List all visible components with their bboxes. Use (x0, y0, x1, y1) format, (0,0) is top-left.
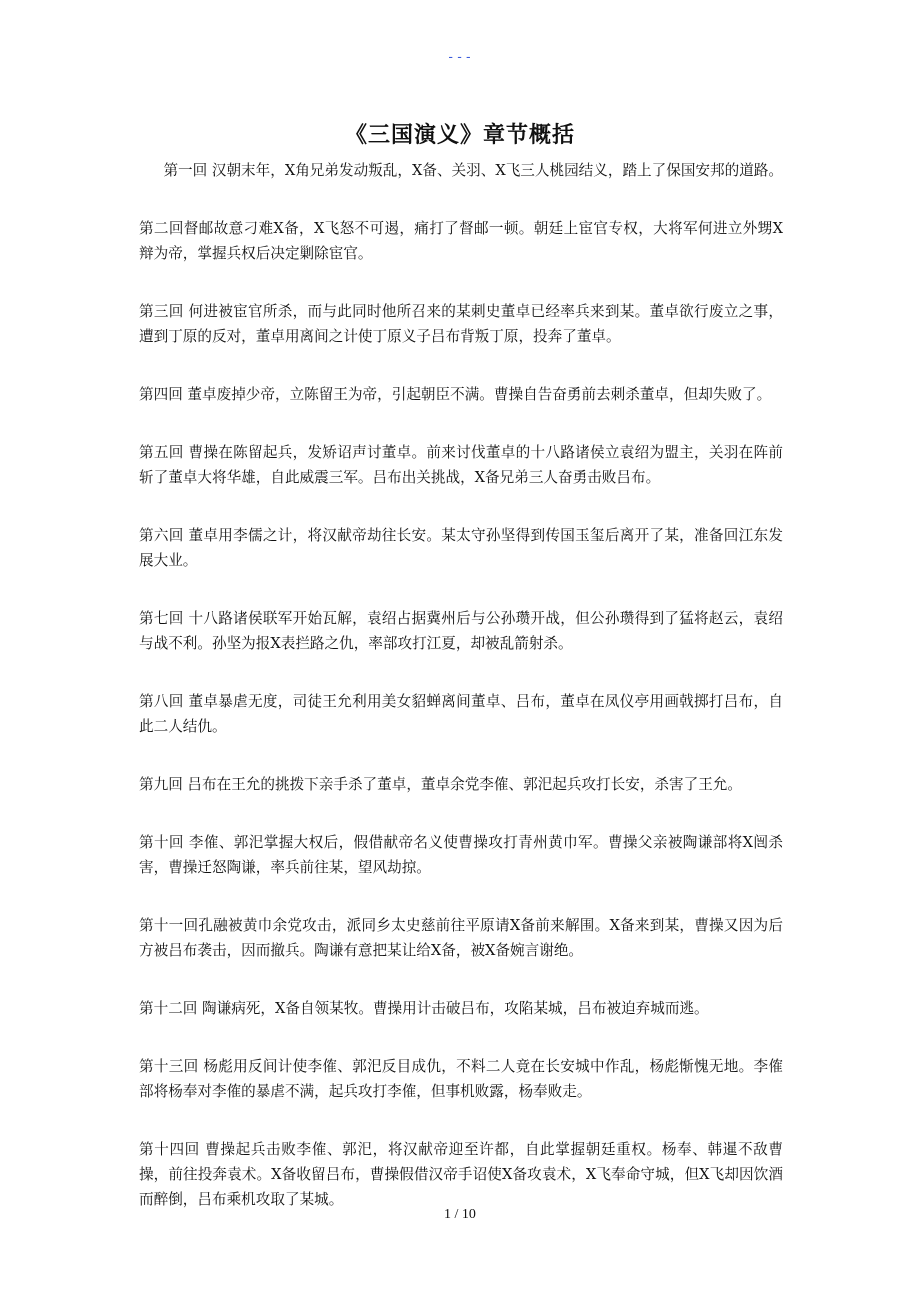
chapter-summary-3: 第三回 何进被宦官所杀，而与此同时他所召来的某刺史董卓已经率兵来到某。董卓欲行废立之事，遭到丁原的反对，董卓用离间之计使丁原义子吕布背叛丁原，投奔了董卓。 (139, 303, 783, 345)
chapter-summary-9: 第九回 吕布在王允的挑拨下亲手杀了董卓，董卓余党李傕、郭汜起兵攻打长安，杀害了王允。 (139, 776, 742, 793)
chapter-summary-4: 第四回 董卓废掉少帝，立陈留王为帝，引起朝臣不满。曹操自告奋勇前去刺杀董卓，但却失败了。 (139, 386, 772, 403)
chapter-summary-7: 第七回 十八路诸侯联军开始瓦解，袁绍占据冀州后与公孙瓒开战，但公孙瓒得到了猛将赵云，袁绍与战不利。孙坚为报X表拦路之仇，率部攻打江夏，却被乱箭射杀。 (139, 610, 783, 652)
chapter-summary-2: 第二回督邮故意刁难X备，X飞怒不可遏，痛打了督邮一顿。朝廷上宦官专权，大将军何进立外甥X辩为帝，掌握兵权后决定剿除宦官。 (139, 220, 783, 262)
chapter-summary-13: 第十三回 杨彪用反间计使李傕、郭汜反目成仇，不料二人竟在长安城中作乱，杨彪惭愧无地。李傕部将杨奉对李傕的暴虐不满，起兵攻打李傕，但事机败露，杨奉败走。 (139, 1058, 783, 1100)
chapter-summary-1: 第一回 汉朝末年，X角兄弟发动叛乱，X备、关羽、X飞三人桃园结义，踏上了保国安邦的道路。 (163, 162, 783, 179)
document-title: 《三国演义》章节概括 (344, 123, 575, 148)
header-mark: --- (446, 50, 474, 65)
page-number: 1 / 10 (444, 1207, 476, 1222)
chapter-summary-11: 第十一回孔融被黄巾余党攻击，派同乡太史慈前往平原请X备前来解围。X备来到某，曹操又因为后方被吕布袭击，因而撤兵。陶谦有意把某让给X备，被X备婉言谢绝。 (139, 917, 783, 959)
chapter-summary-14: 第十四回 曹操起兵击败李傕、郭汜，将汉献帝迎至许都，自此掌握朝廷重权。杨奉、韩暹不敌曹操，前往投奔袁术。X备收留吕布，曹操假借汉帝手诏使X备攻袁术，X飞奉命守城，但X飞却因饮酒而醉倒，吕布乘机攻取了某城。 (139, 1141, 783, 1208)
chapter-summary-8: 第八回 董卓暴虐无度，司徒王允利用美女貂蝉离间董卓、吕布，董卓在凤仪亭用画戟掷打吕布，自此二人结仇。 (139, 693, 783, 735)
chapter-summary-6: 第六回 董卓用李儒之计，将汉献帝劫往长安。某太守孙坚得到传国玉玺后离开了某，准备回江东发展大业。 (139, 527, 783, 569)
chapter-summary-5: 第五回 曹操在陈留起兵，发矫诏声讨董卓。前来讨伐董卓的十八路诸侯立袁绍为盟主，关羽在阵前斩了董卓大将华雄，自此威震三军。吕布出关挑战，X备兄弟三人奋勇击败吕布。 (139, 444, 783, 486)
chapter-summary-list (139, 158, 783, 1245)
chapter-summary-10: 第十回 李傕、郭汜掌握大权后，假借献帝名义使曹操攻打青州黄巾军。曹操父亲被陶谦部将X闿杀害，曹操迁怒陶谦，率兵前往某，望风劫掠。 (139, 834, 783, 876)
chapter-summary-12: 第十二回 陶谦病死，X备自领某牧。曹操用计击破吕布，攻陷某城，吕布被迫弃城而逃。 (139, 1000, 709, 1017)
